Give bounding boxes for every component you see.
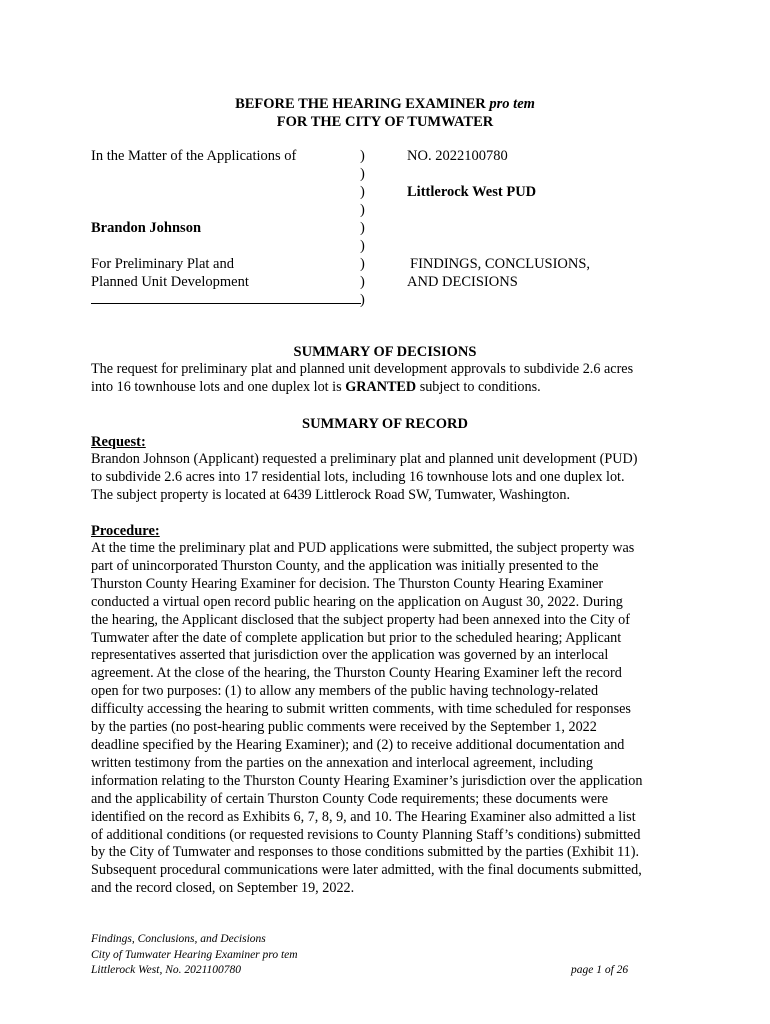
summary-record-title: SUMMARY OF RECORD — [302, 416, 468, 432]
footer-line1: Findings, Conclusions, and Decisions — [91, 933, 266, 945]
project-name: Littlerock West PUD — [407, 184, 537, 200]
procedure-line: difficulty accessing the hearing to submit written comments, with time scheduled for responses — [91, 701, 631, 718]
footer-line3: Littlerock West, No. 2021100780 — [91, 964, 242, 976]
procedure-line: part of unincorporated Thurston County, and the application was initially presented to the — [91, 557, 599, 574]
caption-purpose-line2: Planned Unit Development — [91, 274, 249, 290]
procedure-line: conducted a virtual open record public hearing on the application on August 30, 2022. During — [91, 593, 623, 610]
page-footer — [91, 932, 298, 979]
summary-decisions-line: The request for preliminary plat and planned unit development approvals to subdivide 2.6 acres — [91, 361, 634, 377]
caption-paren: ) — [360, 202, 365, 218]
doc-type-line1: FINDINGS, CONCLUSIONS, — [410, 256, 591, 272]
request-line: to subdivide 2.6 acres into 17 residential lots, including 16 townhouse lots and one duplex lot. — [91, 468, 625, 485]
procedure-line: and the record closed, on September 19, 2022. — [91, 880, 355, 897]
document-heading-line2: FOR THE CITY OF TUMWATER — [276, 114, 494, 130]
heading-italic-text: pro tem — [489, 96, 535, 112]
procedure-line: agreement. At the close of the hearing, the Thurston County Hearing Examiner left the record — [91, 665, 622, 682]
request-subhead: Request: — [91, 434, 146, 450]
procedure-line: representatives asserted that jurisdiction over the application was governed by an interlocal — [91, 647, 609, 664]
procedure-line: Subsequent procedural communications were later admitted, with the final documents submitted, — [91, 862, 642, 879]
procedure-line: open for two purposes: (1) to allow any members of the public having technology-related — [91, 683, 599, 700]
heading-main-text: BEFORE THE HEARING EXAMINER — [235, 96, 490, 112]
procedure-body — [91, 540, 691, 898]
request-line: The subject property is located at 6439 Littlerock Road SW, Tumwater, Washington. — [91, 486, 571, 503]
caption-paren: ) — [360, 274, 365, 290]
caption-paren-column — [360, 147, 365, 309]
procedure-line: Thurston County Hearing Examiner for decision. The Thurston County Hearing Examiner — [91, 575, 604, 592]
page-number: page 1 of 26 — [571, 964, 629, 976]
summary-decisions-text: into 16 townhouse lots and one duplex lot is — [91, 378, 346, 395]
summary-decisions-body — [91, 361, 691, 397]
procedure-line: of additional conditions (or requested revisions to County Planning Staff’s conditions) submitted — [91, 826, 641, 843]
request-line: Brandon Johnson (Applicant) requested a preliminary plat and planned unit development (PUD) — [91, 451, 638, 467]
procedure-subhead: Procedure: — [91, 523, 160, 539]
procedure-line: the hearing, the Applicant disclosed that the subject property had been annexed into the City of — [91, 611, 630, 628]
procedure-line: by the parties (no post-hearing public comments were received by the September 1, 2022 — [91, 719, 597, 736]
caption-paren: ) — [360, 220, 365, 236]
caption-paren: ) — [360, 166, 365, 182]
procedure-line: identified on the record as Exhibits 6, 7, 8, 9, and 10. The Hearing Examiner also admitted a list — [91, 808, 636, 825]
caption-paren: ) — [360, 238, 365, 254]
summary-decisions-title: SUMMARY OF DECISIONS — [293, 344, 477, 360]
summary-decisions-text: subject to conditions. — [416, 378, 541, 395]
request-body — [91, 451, 691, 505]
doc-type-line2: AND DECISIONS — [407, 274, 518, 290]
granted-text: GRANTED — [345, 378, 417, 395]
procedure-line: At the time the preliminary plat and PUD applications were submitted, the subject property was — [91, 540, 635, 556]
caption-paren: ) — [360, 184, 365, 200]
document-heading-line1 — [0, 95, 770, 113]
caption-underline — [91, 303, 361, 304]
caption-applicant: Brandon Johnson — [91, 220, 202, 236]
caption-paren: ) — [360, 148, 365, 164]
caption-purpose-line1: For Preliminary Plat and — [91, 256, 234, 272]
caption-paren: ) — [360, 292, 365, 308]
summary-decisions-line — [91, 379, 691, 397]
footer-line2: City of Tumwater Hearing Examiner pro tem — [91, 948, 298, 961]
caption-paren: ) — [360, 256, 365, 272]
case-number: NO. 2022100780 — [407, 148, 508, 164]
procedure-line: written testimony from the parties on the annexation and interlocal agreement, including — [91, 754, 593, 771]
procedure-line: and the applicability of certain Thurston County Code requirements; these documents were — [91, 790, 609, 807]
procedure-line: deadline specified by the Hearing Examiner); and (2) to receive additional documentation and — [91, 736, 625, 753]
procedure-line: by the City of Tumwater and responses to those conditions submitted by the parties (Exhibit 11). — [91, 844, 639, 861]
caption-matter: In the Matter of the Applications of — [91, 148, 297, 164]
procedure-line: Tumwater after the date of complete application but prior to the scheduled hearing; Applicant — [91, 629, 622, 646]
procedure-line: information relating to the Thurston County Hearing Examiner’s jurisdiction over the application — [91, 772, 643, 789]
